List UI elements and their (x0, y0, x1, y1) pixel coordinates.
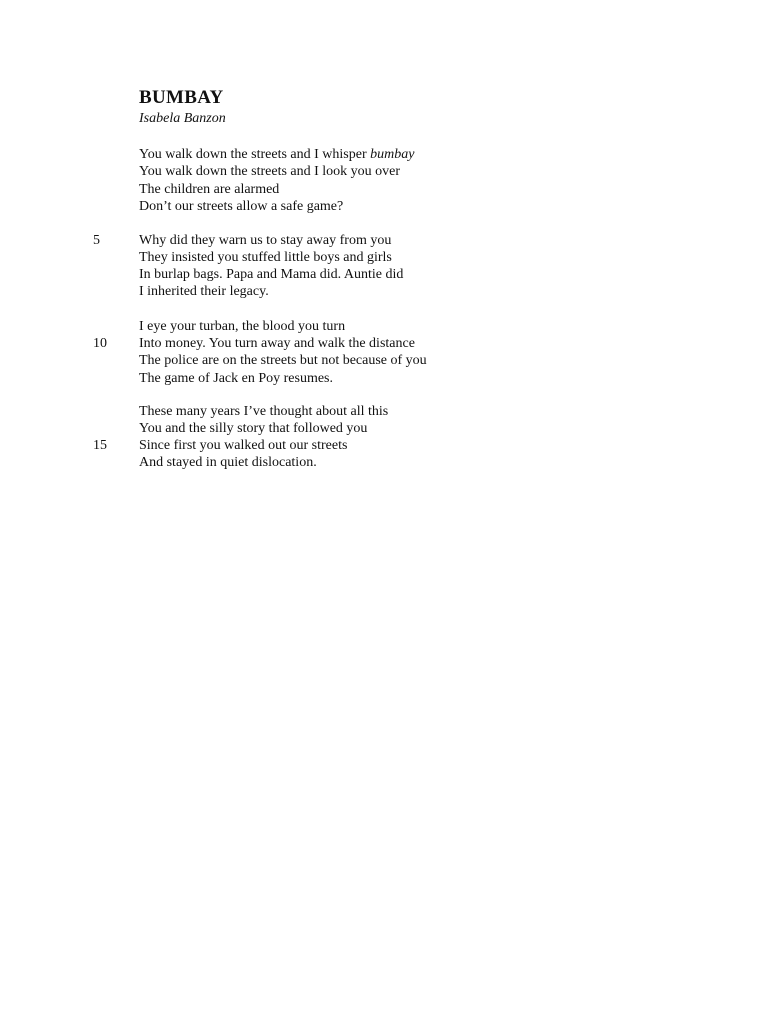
line-number-10: 10 (93, 336, 107, 351)
poem-line-4: Don’t our streets allow a safe game? (139, 199, 344, 214)
poem-title: BUMBAY (139, 87, 224, 108)
poem-line-2: You walk down the streets and I look you over (139, 164, 401, 179)
line-number-15: 15 (93, 438, 107, 453)
poem-line-6: They insisted you stuffed little boys and girls (139, 250, 392, 265)
poem-line-7: In burlap bags. Papa and Mama did. Auntie did (139, 267, 404, 282)
poem-line-1-emphasis: bumbay (370, 147, 415, 162)
poem-line-15: Since first you walked out our streets (139, 438, 348, 453)
line-number-5: 5 (93, 233, 100, 248)
poem-line-5: Why did they warn us to stay away from you (139, 233, 392, 248)
poem-author: Isabela Banzon (139, 111, 226, 126)
poem-line-12: The game of Jack en Poy resumes. (139, 371, 333, 386)
poem-line-1-text: You walk down the streets and I whisper (139, 147, 371, 162)
poem-line-11: The police are on the streets but not because of you (139, 353, 427, 368)
poem-line-13: These many years I’ve thought about all this (139, 404, 389, 419)
poem-line-3: The children are alarmed (139, 182, 280, 197)
poem-line-8: I inherited their legacy. (139, 284, 269, 299)
poem-line-1 (139, 146, 414, 163)
poem-line-14: You and the silly story that followed you (139, 421, 368, 436)
poem-line-9: I eye your turban, the blood you turn (139, 319, 346, 334)
poem-line-10: Into money. You turn away and walk the distance (139, 336, 415, 351)
poem-line-16: And stayed in quiet dislocation. (139, 455, 317, 470)
